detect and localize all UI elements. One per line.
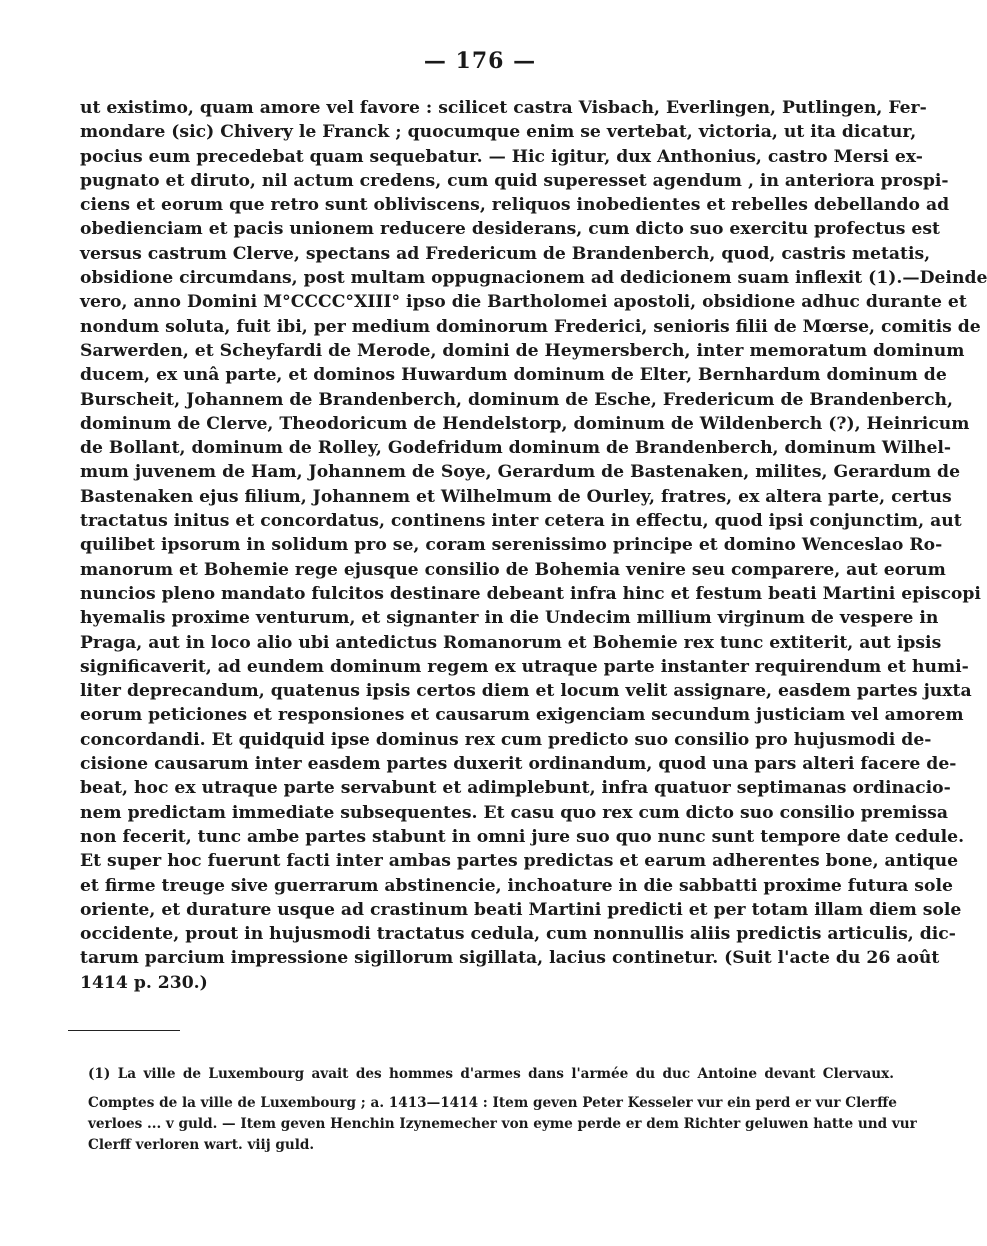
text-line: hyemalis proxime venturum, et signanter in die Undecim millium virginum de vespere in [80,608,939,629]
text-line: nem predictam immediate subsequentes. Et casu quo rex cum dicto suo consilio premissa [80,802,948,823]
text-line: obsidione circumdans, post multam oppugnacionem ad dedicionem suam inflexit (1).—Deinde [80,268,987,289]
page-number: — 176 — [423,48,537,74]
text-line: cisione causarum inter easdem partes duxerit ordinandum, quod una pars alteri facere de- [80,754,957,775]
text-line: obedienciam et pacis unionem reducere desiderans, cum dicto suo exercitu profectus est [80,219,940,240]
text-line: 1414 p. 230.) [80,972,208,993]
text-line: Praga, aut in loco alio ubi antedictus Romanorum et Bohemie rex tunc extiterit, aut ipsis [80,632,942,653]
text-line: pocius eum precedebat quam sequebatur. — Hic igitur, dux Anthonius, castro Mersi ex- [80,146,923,167]
footnote-divider [68,1030,180,1031]
text-line: vero, anno Domini M°CCCC°XIII° ipso die Bartholomei apostoli, obsidione adhuc durante et [80,292,967,313]
text-line: occidente, prout in hujusmodi tractatus cedula, cum nonnullis aliis predictis articulis, dic- [80,924,956,945]
text-line: nuncios pleno mandato fulcitos destinare debeant infra hinc et festum beati Martini episcopi [80,583,981,604]
text-line: dominum de Clerve, Theodoricum de Hendelstorp, dominum de Wildenberch (?), Heinricum [80,413,970,434]
footnotes [88,1064,917,1156]
text-line: de Bollant, dominum de Rolley, Godefridum dominum de Brandenberch, dominum Wilhel- [80,438,952,459]
text-line: oriente, et durature usque ad crastinum beati Martini predicti et per totam illam diem sole [80,899,962,920]
text-line: ciens et eorum que retro sunt obliviscens, reliquos inobedientes et rebelles debellando ad [80,195,950,216]
text-line: non fecerit, tunc ambe partes stabunt in omni jure suo quo nunc sunt tempore date cedule. [80,826,965,847]
text-line: significaverit, ad eundem dominum regem ex utraque parte instanter requirendum et humi- [80,656,969,677]
text-line: Burscheit, Johannem de Brandenberch, dominum de Esche, Fredericum de Brandenberch, [80,389,954,410]
text-line: mondare (sic) Chivery le Franck ; quocumque enim se vertebat, victoria, ut ita dicatur, [80,122,917,143]
text-line: ut existimo, quam amore vel favore : scilicet castra Visbach, Everlingen, Putlingen, Fer- [80,98,927,118]
text-line: manorum et Bohemie rege ejusque consilio de Bohemia venire seu comparere, aut eorum [80,559,946,580]
footnote-line: verloes ... v guld. — Item geven Henchin Izynemecher von eyme perde er dem Richter geluwen hatte und vur [88,1116,917,1132]
text-line: Sarwerden, et Scheyfardi de Merode, domini de Heymersberch, inter memoratum dominum [80,340,965,361]
text-line: mum juvenem de Ham, Johannem de Soye, Gerardum de Bastenaken, milites, Gerardum de [80,462,961,483]
text-line: versus castrum Clerve, spectans ad Fredericum de Brandenberch, quod, castris metatis, [80,243,931,264]
text-line: pugnato et diruto, nil actum credens, cum quid superesset agendum , in anteriora prospi- [80,170,949,191]
text-line: eorum peticiones et responsiones et causarum exigenciam secundum justiciam vel amorem [80,705,964,726]
text-line: ducem, ex unâ parte, et dominos Huwardum dominum de Elter, Bernhardum dominum de [80,365,947,386]
text-line: beat, hoc ex utraque parte servabunt et adimplebunt, infra quatuor septimanas ordinacio- [80,778,951,799]
text-line: Bastenaken ejus filium, Johannem et Wilhelmum de Ourley, fratres, ex altera parte, certus [80,486,952,507]
text-line: nondum soluta, fuit ibi, per medium dominorum Frederici, senioris filii de Mœrse, comitis de [80,316,981,337]
text-line: quilibet ipsorum in solidum pro se, coram serenissimo principe et domino Wenceslao Ro- [80,535,943,556]
footnote-line: Clerff verloren wart. viij guld. [88,1137,315,1153]
body-text [80,96,987,995]
footnote-line: Comptes de la ville de Luxembourg ; a. 1413—1414 : Item geven Peter Kesseler vur ein perd er vur Clerffe [88,1095,897,1111]
text-line: et firme treuge sive guerrarum abstinencie, inchoature in die sabbatti proxime futura sole [80,875,953,896]
text-line: liter deprecandum, quatenus ipsis certos diem et locum velit assignare, easdem partes juxta [80,681,972,702]
footnote-1: (1) La ville de Luxembourg avait des hommes d'armes dans l'armée du duc Antoine devant Clervaux. [88,1066,894,1082]
text-line: tarum parcium impressione sigillorum sigillata, lacius continetur. (Suit l'acte du 26 août [80,948,940,969]
text-line: concordandi. Et quidquid ipse dominus rex cum predicto suo consilio pro hujusmodi de- [80,729,932,750]
text-line: Et super hoc fuerunt facti inter ambas partes predictas et earum adherentes bone, antique [80,851,959,872]
text-line: tractatus initus et concordatus, continens inter cetera in effectu, quod ipsi conjunctim, aut [80,511,962,532]
